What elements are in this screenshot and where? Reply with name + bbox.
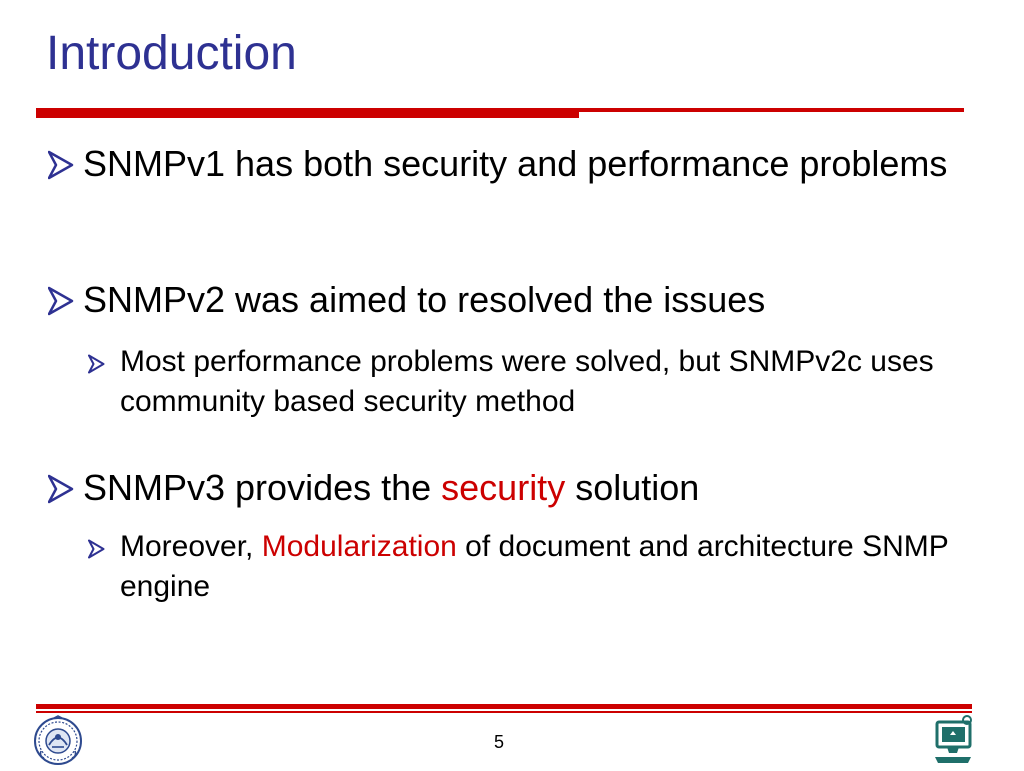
highlight-modularization: Modularization (261, 530, 457, 563)
bullet-text (83, 464, 988, 512)
bullet-item-1 (48, 140, 988, 188)
bullet-text: SNMPv2 was aimed to resolved the issues (83, 279, 766, 320)
sub-bullet-text (120, 527, 1018, 607)
sub-bullet-item-3-1 (88, 527, 1018, 607)
footer-divider-thick (36, 704, 972, 709)
bullet-text: SNMPv1 has both security and performance problems (83, 143, 948, 184)
bullet-item-2 (48, 276, 988, 324)
arrow-bullet-icon (48, 276, 74, 328)
university-emblem-logo (32, 714, 84, 766)
sub-bullet-text-lead: Moreover, (120, 530, 262, 563)
arrow-bullet-icon (48, 464, 74, 516)
bullet-item-3 (48, 464, 988, 512)
footer-divider-thin (36, 711, 972, 713)
sub-bullet-text-tail: of document and architecture SNMP engine (120, 530, 949, 603)
bullet-text-lead: SNMPv3 provides the (83, 467, 442, 508)
slide-title: Introduction (46, 27, 297, 80)
page-number: 5 (494, 732, 505, 752)
arrow-bullet-icon (88, 527, 105, 570)
sub-bullet-text: Most performance problems were solved, but SNMPv2c uses community based security method (120, 345, 934, 418)
sub-bullet-item-2-1 (88, 342, 1018, 422)
arrow-bullet-icon (88, 342, 105, 385)
highlight-security: security (441, 467, 566, 508)
computer-lab-logo (928, 713, 978, 765)
bullet-text-tail: solution (565, 467, 700, 508)
arrow-bullet-icon (48, 140, 74, 192)
